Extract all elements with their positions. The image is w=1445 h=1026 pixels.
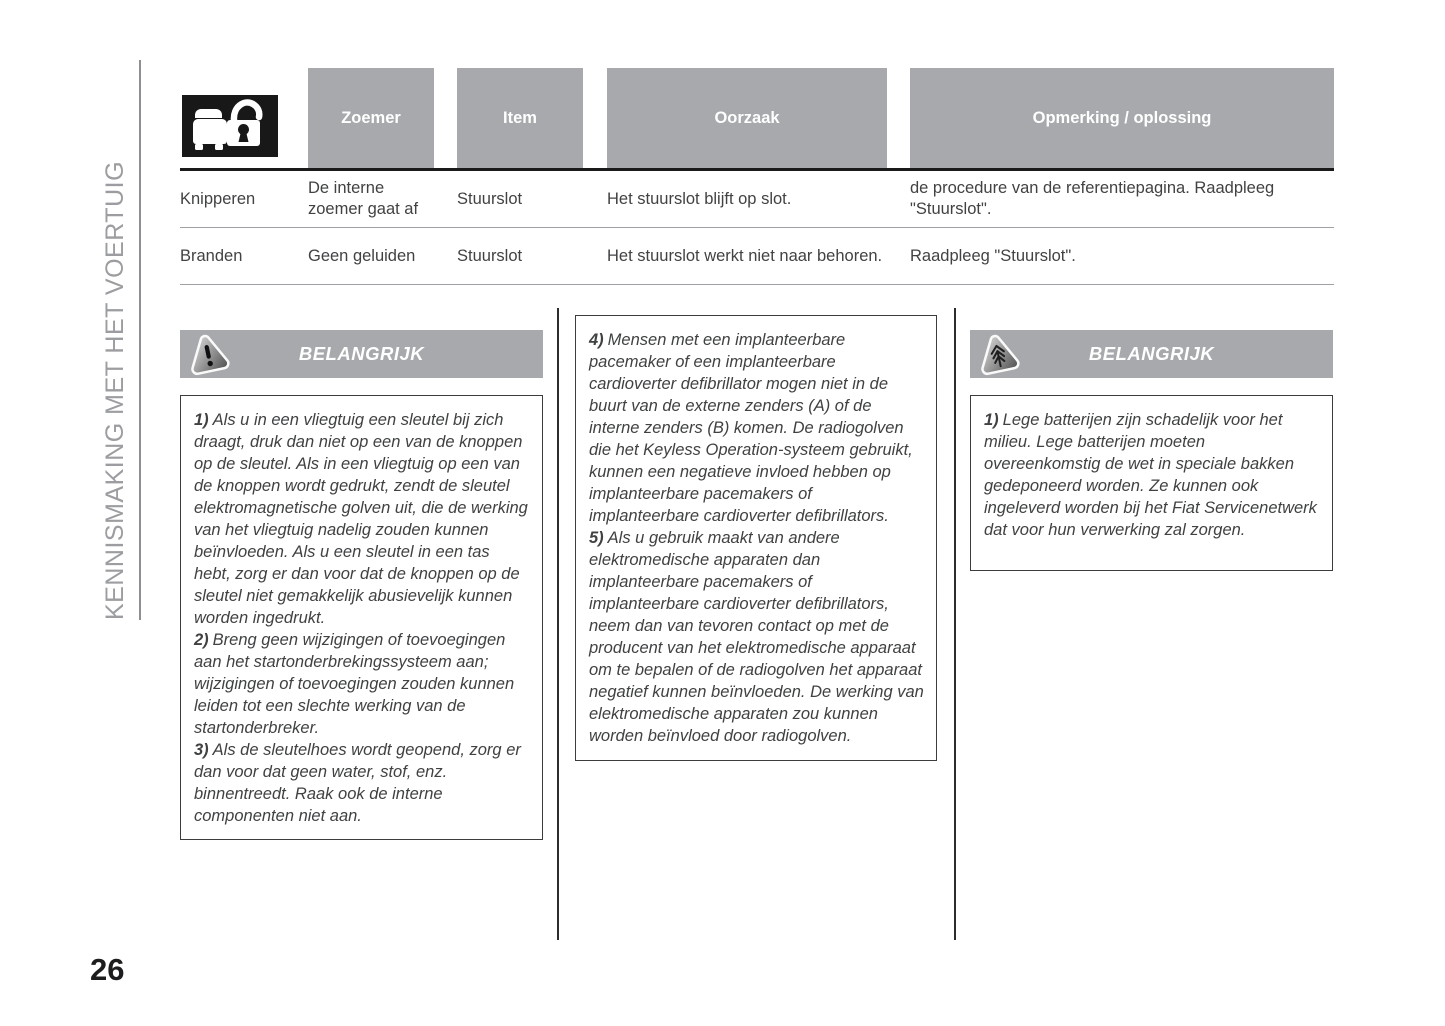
table-header-row: [180, 68, 1334, 168]
chapter-caption-rule: [139, 60, 141, 620]
note-number: 1): [194, 411, 209, 429]
belangrijk-header-right: [970, 330, 1333, 378]
table-header-icon-cell: [180, 68, 308, 168]
cell-item: Stuurslot: [457, 246, 523, 265]
column-divider: [954, 308, 956, 940]
section-title: BELANGRIJK: [298, 343, 425, 364]
note-item: 4) Mensen met een implanteerbare pacemaker of een implanteerbare cardioverter defibrillator mogen niet in de buurt van de externe zenders (A) of de interne zenders (B) komen. De radiogolven die het Keyless Operation-systeem gebruikt, kunnen een negatieve invloed hebben op implanteerbare pacemakers of implanteerbare cardioverter defibrillators.: [589, 331, 913, 525]
table-header-oorzaak: Oorzaak: [607, 68, 910, 168]
note-number: 5): [589, 529, 604, 547]
cell-opmerking: de procedure van de referentiepagina. Raadpleeg "Stuurslot".: [910, 179, 1275, 218]
note-item: 1) Lege batterijen zijn schadelijk voor het milieu. Lege batterijen moeten overeenkomstig de wet in speciale bakken gedeponeerd worden. Ze kunnen ook ingeleverd worden bij het Fiat Servicenetwerk dat voor hun verwerking zal zorgen.: [984, 411, 1317, 539]
cell-oorzaak: Het stuurslot werkt niet naar behoren.: [607, 246, 883, 265]
belangrijk-middle-box: [575, 315, 937, 761]
belangrijk-right-box: [970, 395, 1333, 571]
table-header-zoemer: Zoemer: [308, 68, 457, 168]
table-header-opmerking: Opmerking / oplossing: [910, 68, 1334, 168]
note-number: 2): [194, 631, 209, 649]
belangrijk-header-left: [180, 330, 543, 378]
column-divider: [557, 308, 559, 940]
section-title: BELANGRIJK: [1088, 343, 1215, 364]
cell-zoemer: Geen geluiden: [308, 246, 416, 265]
table-bottom-rule: [180, 284, 1334, 285]
note-number: 3): [194, 741, 209, 759]
cell-opmerking: Raadpleeg "Stuurslot".: [910, 246, 1076, 265]
car-lock-icon: [182, 95, 278, 157]
chapter-caption: KENNISMAKING MET HET VOERTUIG: [101, 160, 129, 620]
cell-item: Stuurslot: [457, 189, 523, 208]
belangrijk-left-box: [180, 395, 543, 840]
table-header-item: Item: [457, 68, 607, 168]
note-number: 1): [984, 411, 999, 429]
warning-triangle-icon: [185, 331, 231, 377]
page-number: 26: [90, 952, 125, 987]
note-item: 3) Als de sleutelhoes wordt geopend, zorg er dan voor dat geen water, stof, enz. binnentreedt. Raak ook de interne componenten niet aan.: [194, 741, 521, 825]
table-row: [180, 228, 1334, 284]
buzzer-table: [180, 68, 1334, 285]
note-item: 1) Als u in een vliegtuig een sleutel bij zich draagt, druk dan niet op een van de knoppen op de sleutel. Als in een vliegtuig op een van de knoppen wordt gedrukt, zendt de sleutel elektromagnetische golven uit, die de werking van het vliegtuig nadelig zouden kunnen beïnvloeden. Als u een sleutel in een tas hebt, zorg er dan voor dat de knoppen op de sleutel niet gemakkelijk abusievelijk kunnen worden ingedrukt.: [194, 411, 528, 627]
table-row: [180, 171, 1334, 227]
note-item: 2) Breng geen wijzigingen of toevoegingen aan het startonderbrekingssysteem aan; wijzigingen of toevoegingen zouden kunnen leiden tot een slechte werking van de startonderbreker.: [194, 631, 515, 737]
cell-signal: Knipperen: [180, 189, 256, 208]
cell-signal: Branden: [180, 246, 243, 265]
note-item: 5) Als u gebruik maakt van andere elektromedische apparaten dan implanteerbare pacemakers of implanteerbare cardioverter defibrillators, neem dan van tevoren contact op met de producent van het elektromedische apparaat om te bepalen of de radiogolven het apparaat negatief kunnen beïnvloeden. De werking van elektromedische apparaten zou kunnen worden beïnvloed door radiogolven.: [589, 529, 924, 745]
tree-triangle-icon: [975, 331, 1021, 377]
note-number: 4): [589, 331, 604, 349]
cell-oorzaak: Het stuurslot blijft op slot.: [607, 189, 792, 208]
cell-zoemer: De interne zoemer gaat af: [308, 179, 419, 218]
